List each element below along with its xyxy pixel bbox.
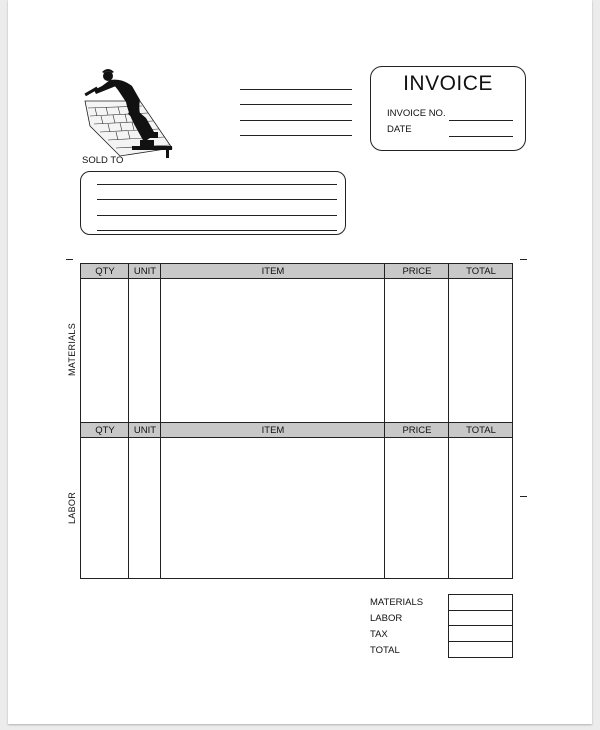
invoice-page: [8, 0, 592, 724]
sold-to-label: SOLD TO: [82, 155, 124, 166]
col-unit: UNIT: [133, 425, 157, 436]
address-line-2[interactable]: [240, 104, 352, 105]
divider: [384, 423, 385, 579]
fold-mark-right-top: [520, 259, 527, 260]
invoice-info-box: [370, 66, 526, 151]
address-line-4[interactable]: [240, 135, 352, 136]
col-total: TOTAL: [466, 425, 496, 436]
divider: [448, 264, 449, 423]
col-qty: QTY: [95, 425, 115, 436]
totals-materials-field[interactable]: [449, 595, 512, 611]
sold-to-line-1[interactable]: [97, 184, 337, 185]
totals-box: [448, 594, 513, 658]
roofer-hammering-icon: [80, 66, 180, 158]
col-unit: UNIT: [133, 266, 157, 277]
sold-to-box: [80, 171, 346, 235]
col-item: ITEM: [261, 425, 285, 436]
sold-to-line-2[interactable]: [97, 199, 337, 200]
totals-tax-label: TAX: [370, 629, 388, 640]
col-total: TOTAL: [466, 266, 496, 277]
col-price: PRICE: [402, 266, 432, 277]
totals-total-label: TOTAL: [370, 645, 400, 656]
invoice-no-field[interactable]: [449, 120, 513, 121]
divider: [384, 264, 385, 423]
address-line-3[interactable]: [240, 120, 352, 121]
fold-mark-right-bottom: [520, 496, 527, 497]
divider: [448, 423, 449, 579]
divider: [128, 264, 129, 423]
totals-total-field[interactable]: [449, 642, 512, 658]
divider: [160, 264, 161, 423]
col-item: ITEM: [261, 266, 285, 277]
divider: [160, 423, 161, 579]
date-label: DATE: [387, 124, 412, 135]
totals-labor-label: LABOR: [370, 613, 403, 624]
divider: [128, 423, 129, 579]
invoice-no-label: INVOICE NO.: [387, 108, 446, 119]
totals-materials-label: MATERIALS: [370, 597, 424, 608]
labor-side-label: LABOR: [67, 491, 77, 524]
address-line-1[interactable]: [240, 89, 352, 90]
materials-side-label: MATERIALS: [67, 322, 77, 376]
fold-mark-left: [66, 259, 73, 260]
col-qty: QTY: [95, 266, 115, 277]
labor-table: [80, 422, 513, 578]
sold-to-line-4[interactable]: [97, 230, 337, 231]
table-bottom-border: [80, 578, 513, 579]
sold-to-line-3[interactable]: [97, 215, 337, 216]
totals-tax-field[interactable]: [449, 626, 512, 642]
col-price: PRICE: [402, 425, 432, 436]
totals-labor-field[interactable]: [449, 611, 512, 627]
materials-table: [80, 263, 513, 422]
date-field[interactable]: [449, 136, 513, 137]
invoice-title: INVOICE: [403, 72, 493, 95]
